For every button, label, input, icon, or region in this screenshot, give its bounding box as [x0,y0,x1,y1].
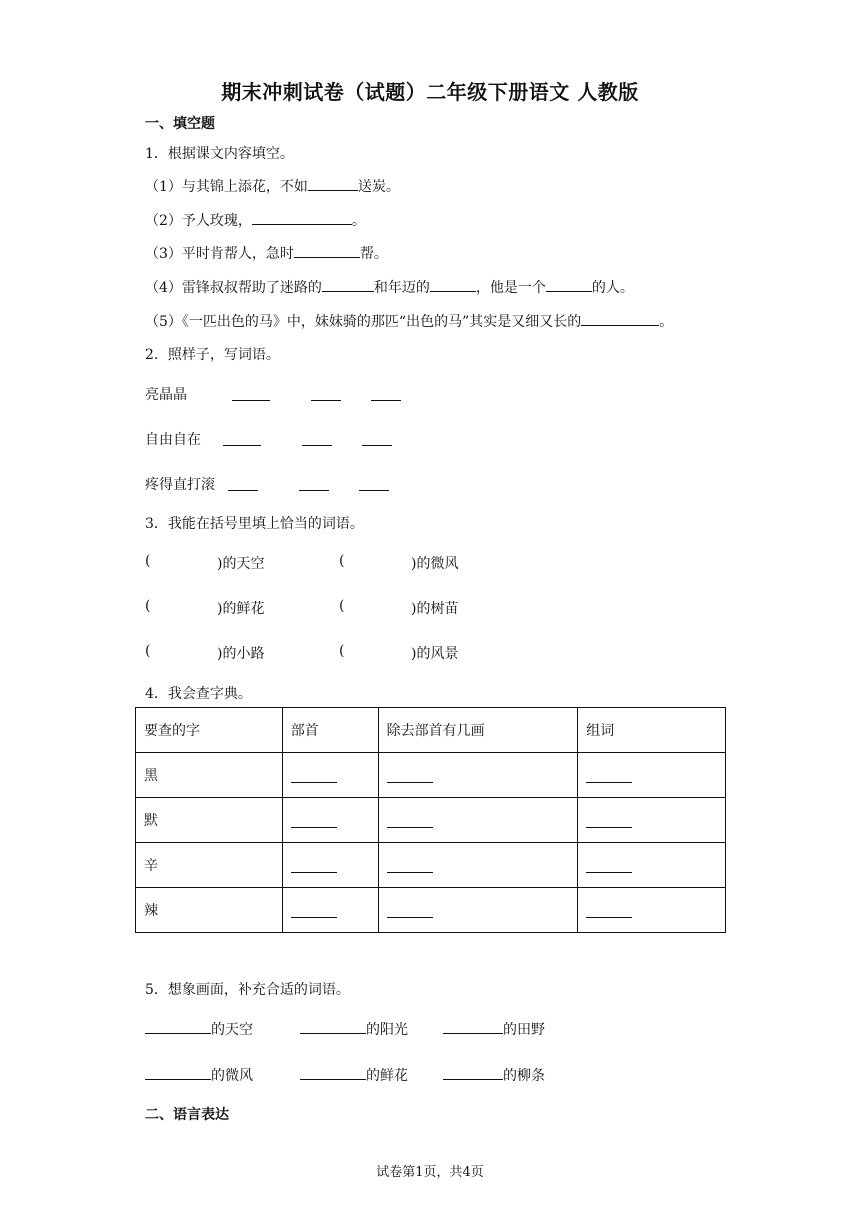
answer-blank[interactable] [232,400,270,401]
table-row [136,888,726,933]
q5-item-1: 的天空 [145,1019,253,1039]
table-cell-char: 辣 [136,888,283,933]
table-header-row [136,708,726,753]
answer-blank[interactable] [387,858,433,873]
answer-blank[interactable] [145,1065,211,1080]
q2-example-1: 亮晶晶 [145,387,187,403]
answer-blank[interactable] [145,1019,211,1034]
answer-blank[interactable] [443,1065,503,1080]
answer-blank[interactable] [291,768,337,783]
answer-blank[interactable] [291,813,337,828]
answer-blank[interactable] [294,243,360,258]
q5-item-5: 的鲜花 [300,1065,408,1085]
answer-blank[interactable] [586,858,632,873]
answer-blank[interactable] [223,445,261,446]
answer-blank[interactable] [387,903,433,918]
dictionary-table [135,707,726,933]
answer-blank[interactable] [581,311,659,326]
q2-example-2: 自由自在 [145,432,201,448]
question-1-item-3: （3）平时肯帮人，急时 帮。 [145,243,388,263]
question-2-title: 2．照样子，写词语。 [145,347,280,363]
answer-blank[interactable] [300,1019,366,1034]
q5-item-4: 的微风 [145,1065,253,1085]
answer-blank[interactable] [252,210,352,225]
table-row [136,798,726,843]
table-header: 除去部首有几画 [378,708,578,753]
page-footer: 试卷第1页，共4页 [376,1165,484,1180]
table-cell-char: 黑 [136,753,283,798]
page-title: 期末冲刺试卷（试题）二年级下册语文 人教版 [221,80,639,104]
q3-item-4: ( [339,598,345,614]
answer-blank[interactable] [387,768,433,783]
answer-blank[interactable] [302,445,332,446]
answer-blank[interactable] [359,490,389,491]
answer-blank[interactable] [322,277,374,292]
question-1-item-2: （2）予人玫瑰， 。 [145,210,366,230]
q3-item-5: ( [145,643,151,659]
table-row [136,753,726,798]
question-3-title: 3．我能在括号里填上恰当的词语。 [145,516,364,532]
answer-blank[interactable] [387,813,433,828]
q3-item-2: ( [339,553,345,569]
answer-blank[interactable] [586,903,632,918]
answer-blank[interactable] [586,768,632,783]
question-1-item-4: （4）雷锋叔叔帮助了迷路的 和年迈的 ，他是一个 的人。 [145,277,634,297]
table-cell-char: 默 [136,798,283,843]
section-heading-fill-blanks: 一、填空题 [145,116,215,132]
table-row [136,843,726,888]
answer-blank[interactable] [443,1019,503,1034]
question-1-item-5: （5）《一匹出色的马》中，妹妹骑的那匹“出色的马”其实是又细又长的 。 [145,311,673,331]
answer-blank[interactable] [300,1065,366,1080]
table-header: 部首 [282,708,378,753]
q5-item-2: 的阳光 [300,1019,408,1039]
question-4-title: 4．我会查字典。 [145,686,252,702]
table-header: 要查的字 [136,708,283,753]
answer-blank[interactable] [546,277,592,292]
q5-item-6: 的柳条 [443,1065,545,1085]
section-heading-language-expression: 二、语言表达 [145,1107,229,1123]
question-1-item-1: （1）与其锦上添花，不如 送炭。 [145,176,400,196]
q2-example-3: 疼得直打滚 [145,477,215,493]
answer-blank[interactable] [299,490,329,491]
q5-item-3: 的田野 [443,1019,545,1039]
q3-item-1: ( [145,553,151,569]
question-1-title: 1．根据课文内容填空。 [145,146,294,162]
answer-blank[interactable] [311,400,341,401]
answer-blank[interactable] [586,813,632,828]
answer-blank[interactable] [362,445,392,446]
answer-blank[interactable] [430,277,476,292]
answer-blank[interactable] [291,858,337,873]
q3-item-6: ( [339,643,345,659]
table-cell-char: 辛 [136,843,283,888]
answer-blank[interactable] [308,176,358,191]
answer-blank[interactable] [228,490,258,491]
question-5-title: 5．想象画面，补充合适的词语。 [145,982,350,998]
q3-item-3: ( [145,598,151,614]
answer-blank[interactable] [371,400,401,401]
table-header: 组词 [578,708,726,753]
answer-blank[interactable] [291,903,337,918]
